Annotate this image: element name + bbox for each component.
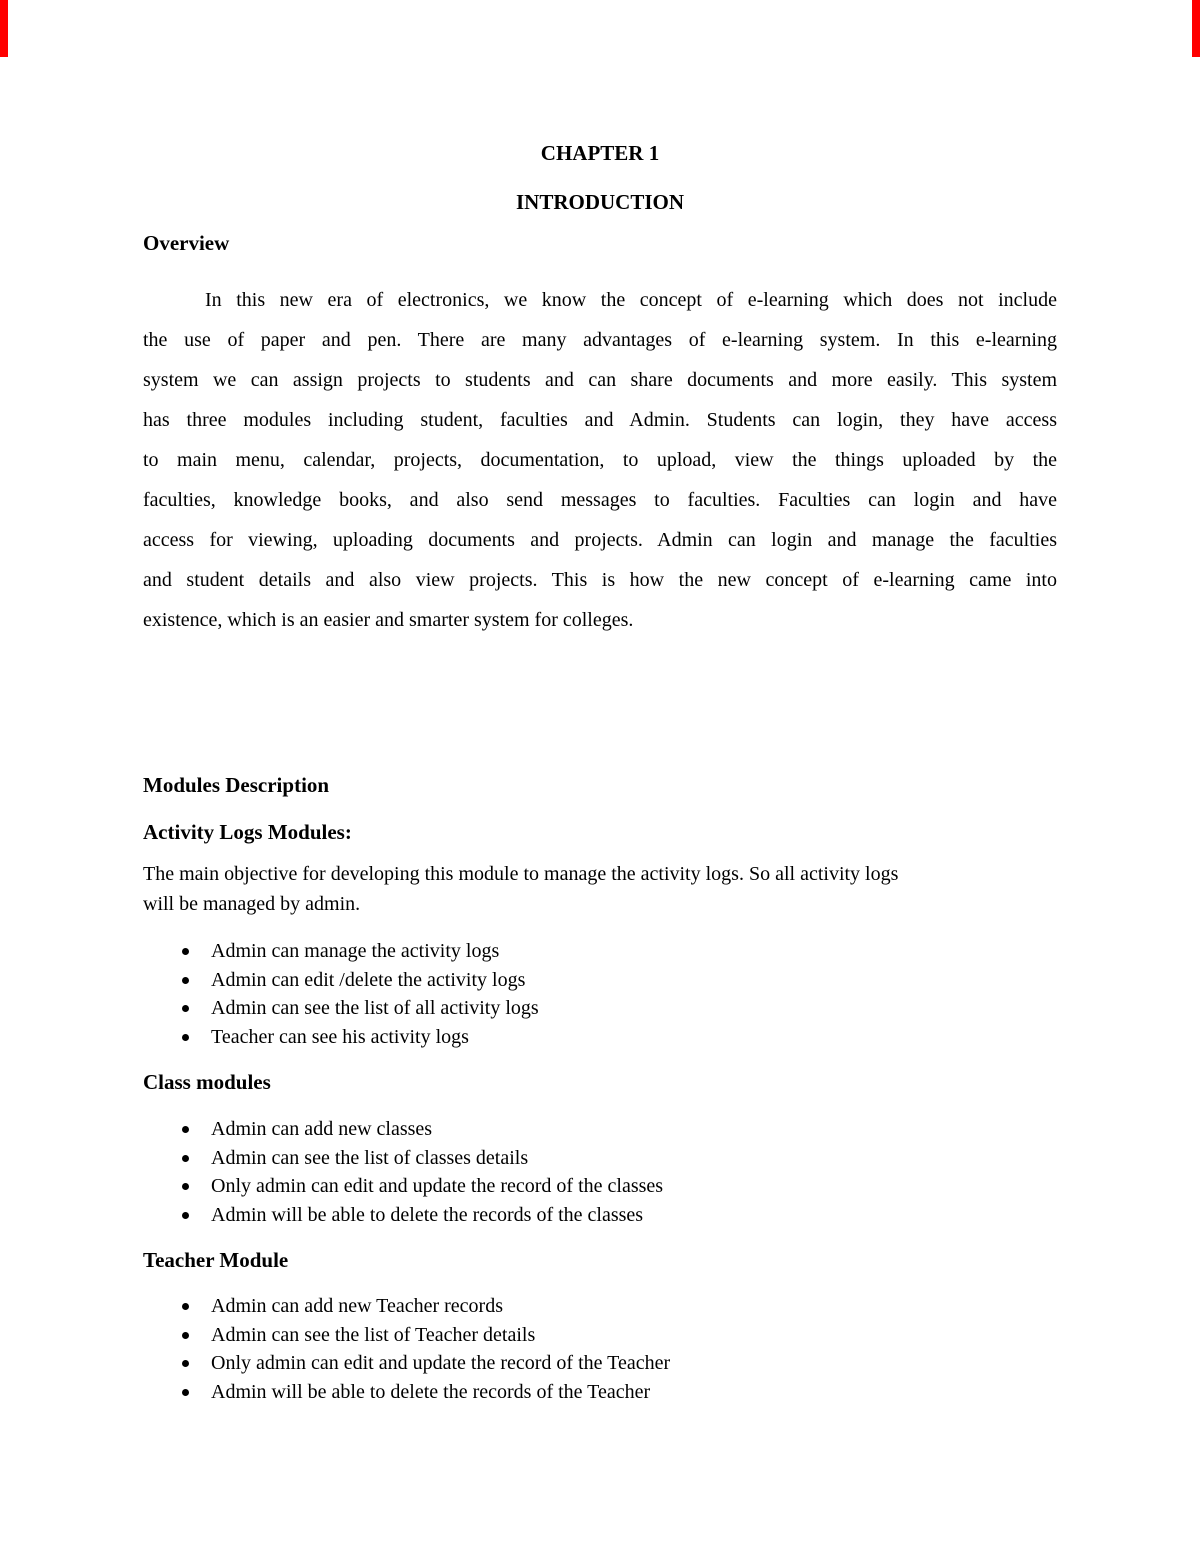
paragraph-line: has three modules including student, faculties and Admin. Students can login, they have access xyxy=(143,409,1057,431)
class-modules-bullet-list xyxy=(143,1115,1057,1229)
bullet-icon xyxy=(182,1034,189,1041)
bullet-item-label: Admin can see the list of all activity logs xyxy=(211,997,539,1020)
bullet-item xyxy=(143,1144,1057,1173)
bullet-item-label: Teacher can see his activity logs xyxy=(211,1025,469,1048)
bullet-item xyxy=(143,1023,1057,1052)
bullet-item-label: Admin can see the list of Teacher details xyxy=(211,1323,536,1346)
paragraph-line: the use of paper and pen. There are many advantages of e-learning system. In this e-learning xyxy=(143,329,1057,351)
bullet-icon xyxy=(182,1005,189,1012)
modules-description-heading: Modules Description xyxy=(143,773,330,797)
class-modules-heading: Class modules xyxy=(143,1069,271,1094)
bullet-icon xyxy=(182,948,189,955)
activity-logs-bullet-list xyxy=(143,937,1057,1051)
bullet-item xyxy=(143,1378,1057,1407)
bullet-item xyxy=(143,1172,1057,1201)
bullet-item xyxy=(143,1349,1057,1378)
bullet-item-label: Only admin can edit and update the record of the classes xyxy=(211,1175,664,1198)
bullet-icon xyxy=(182,1155,189,1162)
bullet-icon xyxy=(182,1212,189,1219)
bullet-item xyxy=(143,994,1057,1023)
bullet-item-label: Admin will be able to delete the records of the classes xyxy=(211,1203,644,1226)
bullet-item-label: Admin can manage the activity logs xyxy=(211,940,500,962)
bullet-item xyxy=(143,1201,1057,1230)
bullet-item-label: Admin can add new Teacher records xyxy=(211,1294,503,1317)
paragraph-line: and student details and also view projects. This is how the new concept of e-learning came into xyxy=(143,569,1057,591)
page-content xyxy=(143,0,1057,1406)
activity-logs-heading: Activity Logs Modules: xyxy=(143,820,352,844)
paragraph-line: faculties, knowledge books, and also send messages to faculties. Faculties can login and have xyxy=(143,489,1057,511)
bullet-item-label: Admin can edit /delete the activity logs xyxy=(211,968,526,991)
bullet-item xyxy=(143,1321,1057,1350)
chapter-heading: CHAPTER 1 xyxy=(540,141,660,165)
red-corner-mark-left xyxy=(0,0,8,57)
bullet-icon xyxy=(182,977,189,984)
bullet-item xyxy=(143,966,1057,995)
paragraph-line: In this new era of electronics, we know the concept of e-learning which does not include xyxy=(205,289,1057,311)
teacher-module-heading: Teacher Module xyxy=(143,1247,289,1272)
description-line: The main objective for developing this module to manage the activity logs. So all activity logs xyxy=(143,863,899,885)
bullet-item xyxy=(143,1292,1057,1321)
bullet-item xyxy=(143,1115,1057,1144)
chapter-subheading: INTRODUCTION xyxy=(515,190,685,214)
overview-paragraph xyxy=(143,280,1057,640)
bullet-item-label: Admin will be able to delete the records of the Teacher xyxy=(211,1380,651,1403)
teacher-module-bullet-list xyxy=(143,1292,1057,1406)
bullet-icon xyxy=(182,1126,189,1133)
activity-logs-description xyxy=(143,859,1057,919)
bullet-icon xyxy=(182,1183,189,1190)
overview-heading: Overview xyxy=(143,231,230,255)
paragraph-line: to main menu, calendar, projects, documentation, to upload, view the things uploaded by the xyxy=(143,449,1057,471)
bullet-icon xyxy=(182,1332,189,1339)
red-corner-mark-right xyxy=(1192,0,1200,57)
bullet-item-label: Only admin can edit and update the record of the Teacher xyxy=(211,1352,671,1375)
bullet-item-label: Admin can see the list of classes details xyxy=(211,1146,529,1169)
paragraph-line: system we can assign projects to students and can share documents and more easily. This system xyxy=(143,369,1057,391)
bullet-icon xyxy=(182,1360,189,1367)
paragraph-line: existence, which is an easier and smarter system for colleges. xyxy=(143,609,634,631)
bullet-icon xyxy=(182,1389,189,1396)
paragraph-line: access for viewing, uploading documents and projects. Admin can login and manage the faculties xyxy=(143,529,1057,551)
bullet-item xyxy=(143,937,1057,966)
bullet-item-label: Admin can add new classes xyxy=(211,1117,433,1140)
bullet-icon xyxy=(182,1303,189,1310)
description-line: will be managed by admin. xyxy=(143,893,361,915)
